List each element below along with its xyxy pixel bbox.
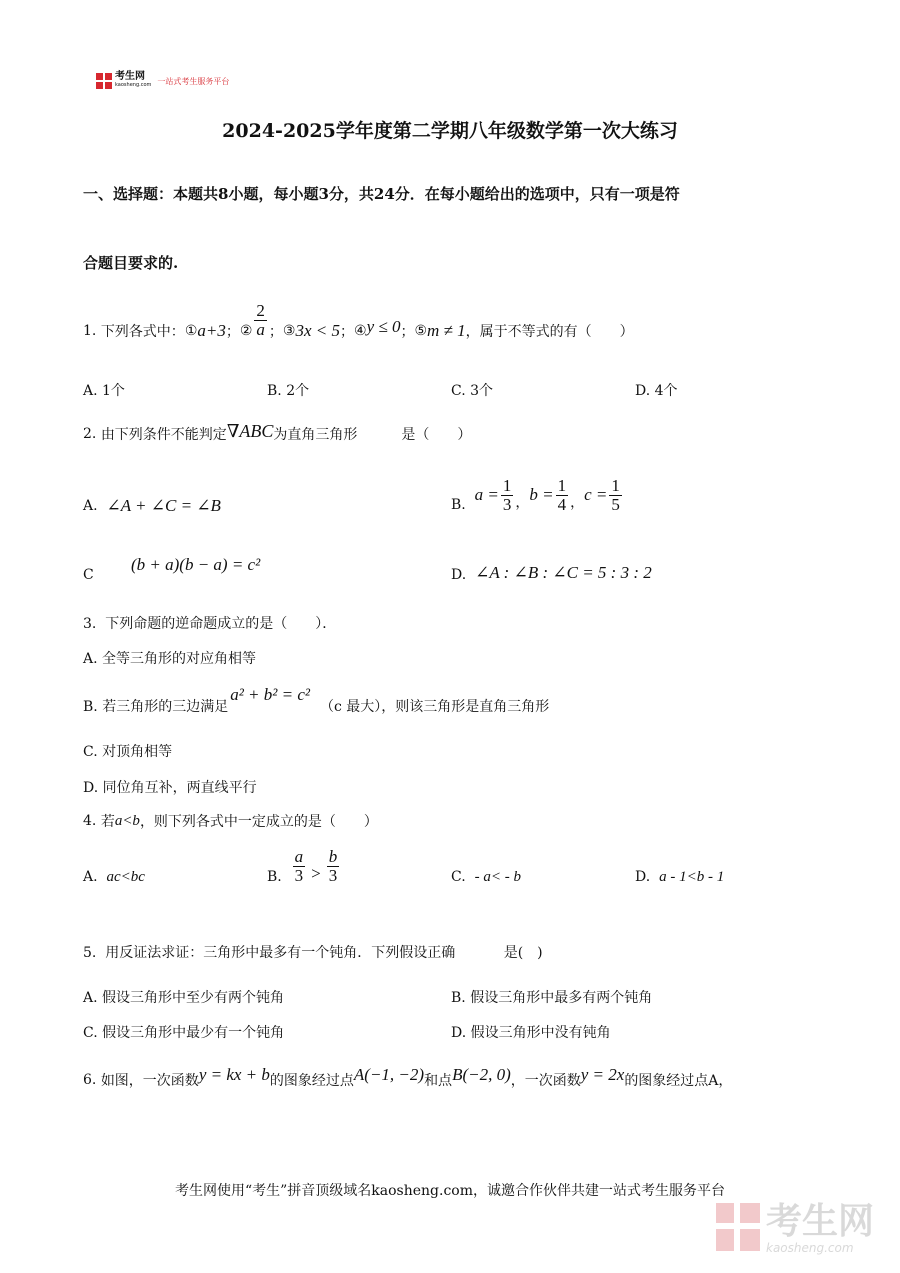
q2-b-comma-2: ， (570, 495, 585, 511)
q5-tail: 是( ) (503, 945, 543, 961)
q4-b-frac-b-den: 3 (328, 865, 338, 885)
q4-option-b (267, 843, 341, 889)
watermark-name: 考生网 (766, 1201, 875, 1242)
section-heading-line2: 合题目要求的. (83, 254, 179, 272)
q1-option-d: D. 4个 (635, 383, 678, 399)
q1-option-a: A. 1个 (83, 383, 125, 399)
q2-b-frac-a-num: 1 (502, 475, 512, 495)
question-6 (83, 1060, 732, 1090)
q2-d-expr: ∠A : ∠B : ∠C = 5 : 3 : 2 (475, 563, 652, 582)
q4-b-label: B. (267, 869, 282, 885)
q2-c-label: C (83, 567, 94, 583)
logo-name: 考生网 (115, 71, 145, 82)
q4-d-label: D. (635, 869, 651, 885)
q1-sep: ； (225, 324, 240, 340)
q6-point-a: A(−1, −2) (353, 1065, 425, 1084)
question-1: 1. 下列各式中： ① a+3 ； ② $\frac{2}{a}$ ； ③ 3x < 5 ； ④ y ≤ 0 ； ⑤ m ≠ 1 ，属于不等式的有（ ） (83, 300, 634, 340)
q2-lead: 由下列条件不能判定 (100, 427, 227, 443)
q5-number: 5. (83, 945, 97, 961)
q4-a-expr: ac<bc (106, 869, 145, 885)
q4-b-frac-b (327, 848, 340, 885)
q1-circle-5: ⑤ (414, 323, 428, 339)
q1-expr-4: y ≤ 0 (366, 317, 401, 336)
q3-option-a: A. 全等三角形的对应角相等 (83, 651, 257, 667)
q6-mid2: 和点 (424, 1073, 453, 1089)
q2-b-frac-b-den: 4 (557, 494, 567, 514)
q3-number: 3. (83, 616, 97, 632)
q2-triangle: ∇ABC (226, 420, 274, 441)
q6-pre: 如图，一次函数 (100, 1073, 199, 1089)
q1-circle-2: ② (239, 323, 253, 339)
watermark-logo-icon (716, 1203, 760, 1255)
q4-b-frac-a-num: a (294, 846, 304, 866)
q1-tail: ，属于不等式的有（ ） (465, 324, 634, 340)
q4-b-frac-a-den: 3 (294, 865, 304, 885)
q5-option-d: D. 假设三角形中没有钝角 (451, 1025, 611, 1041)
q2-mid: 为直角三角形 (273, 427, 358, 443)
logo-icon (96, 73, 112, 89)
q4-c-expr: - a< - b (474, 869, 521, 885)
q6-function-2: y = 2x (580, 1065, 625, 1084)
q1-frac-den: a (256, 319, 265, 339)
q6-mid1: 的图象经过点 (269, 1073, 354, 1089)
q2-b-frac-c-den: 5 (611, 494, 620, 514)
q2-b-frac-c-num: 1 (611, 475, 620, 495)
q4-post: ，则下列各式中一定成立的是（ ） (139, 814, 378, 830)
page-title: 2024-2025学年度第二学期八年级数学第一次大练习 (222, 120, 678, 142)
q4-b-gt: > (311, 864, 321, 883)
q3-b-pre: B. 若三角形的三边满足 (83, 699, 229, 715)
question-3 (83, 613, 336, 633)
q4-condition: a<b (114, 812, 140, 829)
q2-b-frac-b-num: 1 (557, 475, 567, 495)
q5-text: 用反证法求证：三角形中最多有一个钝角．下列假设正确 (105, 945, 456, 961)
logo-domain: kaosheng.com (115, 82, 152, 88)
q6-tail: 的图象经过点A， (624, 1073, 733, 1089)
watermark-domain: kaosheng.com (766, 1241, 854, 1255)
q5-option-a: A. 假设三角形中至少有两个钝角 (83, 990, 285, 1006)
q3-option-d: D. 同位角互补，两直线平行 (83, 780, 257, 796)
q2-b-comma-1: ， (515, 495, 530, 511)
header-slogan: 一站式考生服务平台 (157, 76, 230, 86)
q2-option-b (451, 470, 624, 520)
q2-tail: 是（ ） (401, 427, 472, 443)
q2-b-label: B. (451, 497, 466, 513)
q6-mid3: ，一次函数 (510, 1073, 581, 1089)
q4-d-expr: a - 1<b - 1 (659, 869, 725, 885)
q1-expr-1: a+3 (197, 321, 226, 340)
q2-a-label: A. (83, 498, 98, 514)
q4-number: 4. (83, 813, 97, 829)
footer-text: 考生网使用“考生”拼音顶级域名kaosheng.com，诚邀合作伙伴共建一站式考生服务平台 (174, 1183, 726, 1199)
q1-lead: 下列各式中： (100, 324, 185, 340)
q2-b-a: a = (474, 485, 499, 504)
q1-number: 1. (83, 323, 97, 339)
q2-b-frac-c (609, 477, 622, 514)
q1-circle-3: ③ (282, 323, 296, 339)
q4-option-d (635, 869, 724, 886)
q1-expr-3: 3x < 5 (295, 321, 341, 340)
header-logo (96, 72, 229, 90)
q1-circle-1: ① (184, 323, 198, 339)
q2-b-frac-b (556, 477, 569, 514)
q6-number: 6. (83, 1072, 97, 1088)
q3-option-b (83, 680, 549, 720)
q2-d-label: D. (451, 567, 467, 583)
q1-fraction (254, 302, 267, 339)
q6-function-1: y = kx + b (198, 1065, 270, 1084)
section-heading-line1: 一、选择题：本题共8小题，每小题3分，共24分．在每小题给出的选项中，只有一项是符 (83, 185, 680, 203)
q1-option-b: B. 2个 (267, 383, 310, 399)
q6-point-b: B(−2, 0) (452, 1065, 511, 1084)
question-2 (83, 420, 472, 444)
q2-b-c: c = (584, 485, 608, 504)
q4-b-frac-b-num: b (328, 846, 338, 866)
q3-text: 下列命题的逆命题成立的是（ ）． (105, 616, 337, 632)
q2-b-frac-a-den: 3 (502, 494, 512, 514)
q4-b-frac-a (293, 848, 306, 885)
q2-number: 2. (83, 426, 97, 442)
q1-expr-5: m ≠ 1 (427, 321, 466, 340)
q1-circle-4: ④ (354, 323, 367, 339)
q2-a-expr: ∠A + ∠C = ∠B (106, 496, 221, 515)
q2-b-b: b = (529, 485, 554, 504)
q3-b-expr: a² + b² = c² (230, 685, 310, 704)
q3-b-post: （c 最大），则该三角形是直角三角形 (319, 699, 550, 715)
q4-c-label: C. (451, 869, 466, 885)
q2-c-expr: (b + a)(b − a) = c² (131, 555, 261, 574)
q3-option-c: C. 对顶角相等 (83, 744, 173, 760)
q2-option-d (451, 563, 652, 583)
q1-option-c: C. 3个 (451, 383, 494, 399)
q2-b-frac-a (501, 477, 514, 514)
q2-option-a (83, 496, 221, 516)
question-5 (83, 942, 543, 962)
watermark (716, 1203, 874, 1255)
question-4 (83, 811, 378, 831)
q4-option-a (83, 869, 145, 886)
q5-option-b: B. 假设三角形中最多有两个钝角 (451, 990, 653, 1006)
q5-option-c: C. 假设三角形中最少有一个钝角 (83, 1025, 285, 1041)
q4-pre: 若 (100, 814, 115, 830)
q4-a-label: A. (83, 869, 98, 885)
q4-option-c (451, 869, 521, 886)
q1-frac-num: 2 (256, 300, 265, 320)
